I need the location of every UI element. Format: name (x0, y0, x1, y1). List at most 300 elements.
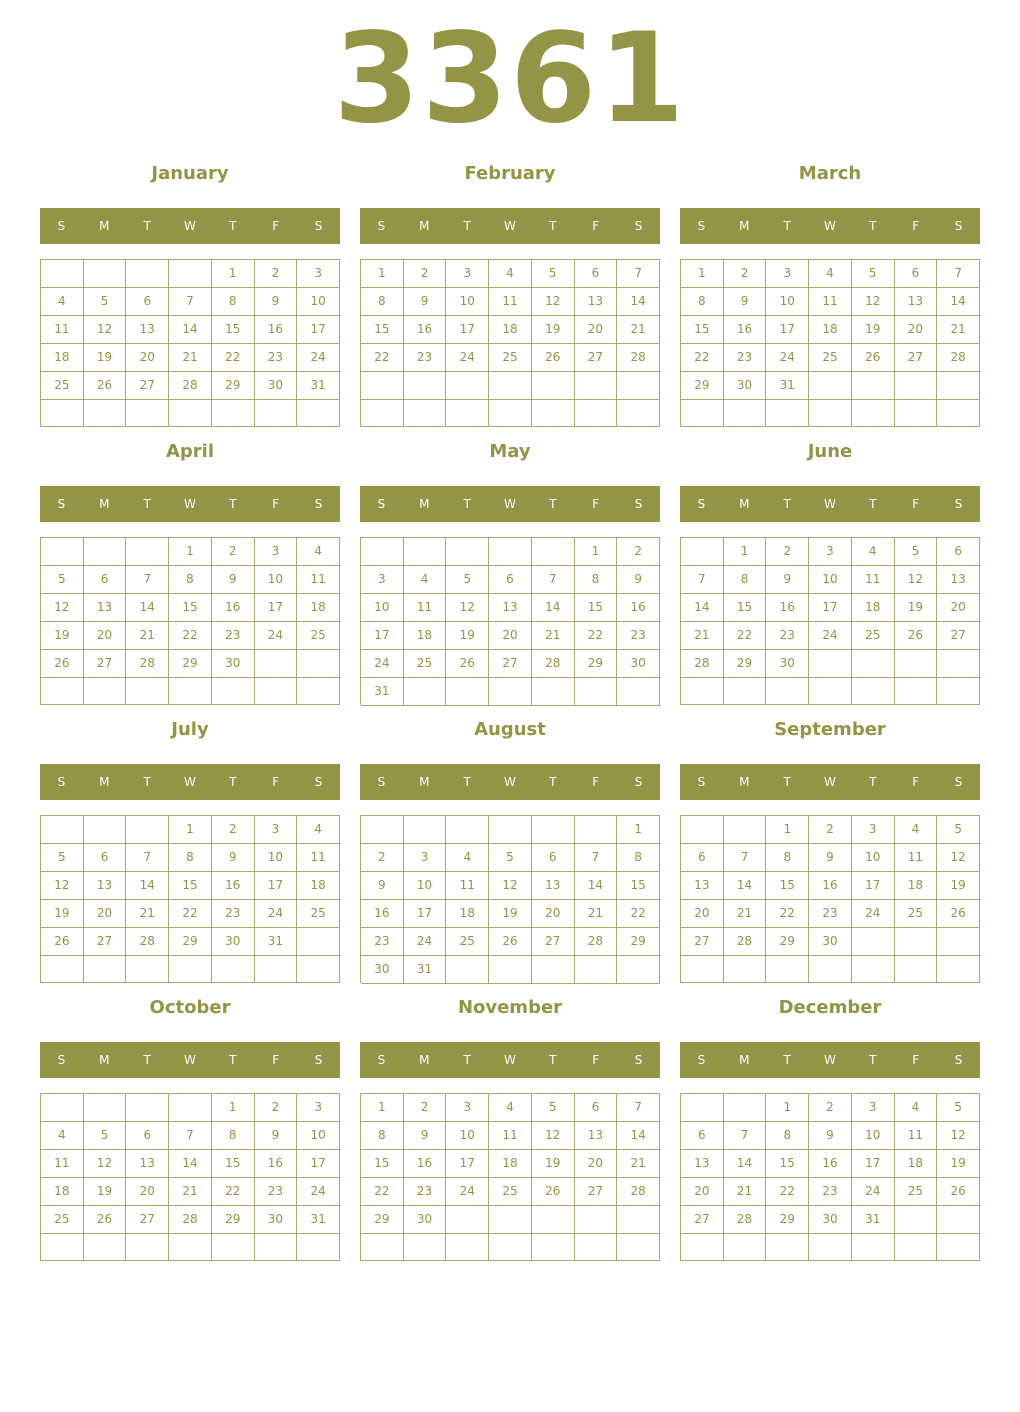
weekday-label: T (783, 497, 791, 511)
day-cell (84, 816, 127, 844)
day-cell: 14 (724, 872, 767, 900)
day-cell: 6 (575, 1094, 618, 1122)
day-cell: 25 (489, 344, 532, 372)
day-cell: 3 (255, 538, 298, 566)
day-cell: 10 (446, 288, 489, 316)
day-cell: 30 (255, 372, 298, 400)
weekday-header (360, 486, 660, 522)
day-cell (895, 956, 938, 983)
day-cell (361, 538, 404, 566)
day-cell (126, 956, 169, 983)
day-cell: 5 (532, 1094, 575, 1122)
day-cell: 2 (766, 538, 809, 566)
day-cell (255, 956, 298, 983)
day-cell: 11 (852, 566, 895, 594)
day-cell (895, 400, 938, 427)
weekday-label: S (377, 497, 386, 511)
day-cell (809, 400, 852, 427)
day-cell (617, 1234, 660, 1261)
day-cell (489, 538, 532, 566)
weekday-label: T (549, 1053, 557, 1067)
day-cell: 27 (489, 650, 532, 678)
day-cell: 7 (532, 566, 575, 594)
day-cell: 19 (446, 622, 489, 650)
day-cell: 6 (937, 538, 980, 566)
day-cell: 14 (169, 316, 212, 344)
day-cell: 30 (617, 650, 660, 678)
day-cell: 26 (532, 344, 575, 372)
weekday-header (680, 1042, 980, 1078)
day-cell: 26 (937, 1178, 980, 1206)
weekday-label: M (739, 219, 750, 233)
day-cell: 19 (532, 316, 575, 344)
weekday-label: S (954, 219, 963, 233)
day-cell (937, 1206, 980, 1234)
weekday-label: S (697, 219, 706, 233)
day-cell (212, 1234, 255, 1261)
day-grid (680, 1093, 980, 1261)
day-cell: 14 (575, 872, 618, 900)
day-cell: 24 (446, 1178, 489, 1206)
weekday-label: W (504, 1053, 516, 1067)
day-cell (809, 650, 852, 678)
day-cell: 9 (724, 288, 767, 316)
day-cell: 15 (361, 1150, 404, 1178)
day-cell: 20 (532, 900, 575, 928)
day-cell (724, 400, 767, 427)
day-cell: 9 (766, 566, 809, 594)
day-cell (575, 816, 618, 844)
day-cell: 9 (404, 1122, 447, 1150)
month-name: February (464, 163, 556, 184)
day-cell: 30 (766, 650, 809, 678)
day-cell: 22 (617, 900, 660, 928)
day-cell: 7 (617, 1094, 660, 1122)
day-cell: 11 (489, 1122, 532, 1150)
day-cell: 4 (489, 260, 532, 288)
day-cell: 7 (681, 566, 724, 594)
day-cell: 27 (84, 650, 127, 678)
day-cell (809, 956, 852, 983)
day-cell: 22 (212, 1178, 255, 1206)
day-cell (532, 956, 575, 984)
day-cell: 26 (84, 372, 127, 400)
weekday-label: F (592, 1053, 600, 1067)
day-cell: 9 (255, 1122, 298, 1150)
day-cell: 11 (895, 844, 938, 872)
weekday-label: T (463, 497, 471, 511)
day-cell (41, 816, 84, 844)
day-cell (489, 372, 532, 400)
weekday-label: T (143, 775, 151, 789)
day-cell: 13 (681, 1150, 724, 1178)
day-cell (126, 260, 169, 288)
day-cell: 9 (617, 566, 660, 594)
day-cell (895, 1234, 938, 1261)
month-october (40, 996, 340, 1266)
day-cell: 31 (361, 678, 404, 706)
day-cell: 25 (297, 622, 340, 650)
day-cell: 13 (532, 872, 575, 900)
day-cell: 18 (489, 1150, 532, 1178)
day-cell: 16 (617, 594, 660, 622)
day-grid (40, 815, 340, 983)
weekday-label: W (184, 775, 196, 789)
day-cell: 6 (575, 260, 618, 288)
day-cell: 20 (575, 316, 618, 344)
day-cell (404, 678, 447, 706)
day-cell (489, 400, 532, 428)
day-cell: 19 (852, 316, 895, 344)
day-cell (937, 650, 980, 678)
day-cell: 12 (84, 1150, 127, 1178)
day-cell: 17 (852, 872, 895, 900)
day-cell: 21 (532, 622, 575, 650)
month-august (360, 718, 660, 988)
day-cell: 14 (532, 594, 575, 622)
day-cell (681, 1094, 724, 1122)
day-cell: 14 (681, 594, 724, 622)
day-cell: 9 (255, 288, 298, 316)
day-cell (212, 400, 255, 427)
day-cell (169, 400, 212, 427)
day-cell: 12 (937, 844, 980, 872)
day-cell: 25 (895, 900, 938, 928)
day-cell: 7 (169, 288, 212, 316)
day-cell (84, 678, 127, 705)
day-cell: 16 (809, 872, 852, 900)
weekday-label: M (419, 775, 430, 789)
day-cell: 21 (126, 900, 169, 928)
weekday-label: T (463, 775, 471, 789)
weekday-label: T (783, 219, 791, 233)
month-name: June (807, 441, 853, 462)
day-cell: 23 (766, 622, 809, 650)
day-cell: 29 (169, 650, 212, 678)
day-grid (360, 1093, 660, 1261)
day-cell: 1 (169, 816, 212, 844)
day-cell: 7 (169, 1122, 212, 1150)
day-cell: 8 (724, 566, 767, 594)
day-cell (446, 1206, 489, 1234)
day-cell: 11 (404, 594, 447, 622)
day-cell: 1 (361, 260, 404, 288)
day-cell (126, 678, 169, 705)
day-cell: 21 (617, 1150, 660, 1178)
day-cell (169, 260, 212, 288)
weekday-label: S (57, 497, 66, 511)
day-cell: 12 (852, 288, 895, 316)
day-cell: 6 (489, 566, 532, 594)
day-cell: 19 (937, 1150, 980, 1178)
weekday-label: W (504, 497, 516, 511)
month-june (680, 440, 980, 710)
day-cell: 22 (169, 900, 212, 928)
day-cell (404, 538, 447, 566)
day-cell: 7 (575, 844, 618, 872)
day-cell (681, 956, 724, 983)
day-cell: 31 (255, 928, 298, 956)
day-cell: 17 (446, 1150, 489, 1178)
day-cell: 15 (575, 594, 618, 622)
day-cell (446, 372, 489, 400)
day-cell: 17 (809, 594, 852, 622)
day-cell: 28 (126, 650, 169, 678)
day-cell (41, 956, 84, 983)
day-cell: 15 (212, 1150, 255, 1178)
day-cell: 3 (404, 844, 447, 872)
day-cell: 25 (852, 622, 895, 650)
day-cell (809, 372, 852, 400)
day-cell: 10 (852, 844, 895, 872)
day-cell: 10 (255, 566, 298, 594)
day-cell: 25 (489, 1178, 532, 1206)
day-cell (532, 538, 575, 566)
day-cell: 20 (895, 316, 938, 344)
month-july (40, 718, 340, 988)
day-cell: 4 (404, 566, 447, 594)
day-cell: 12 (41, 872, 84, 900)
month-february (360, 162, 660, 432)
day-cell: 20 (126, 1178, 169, 1206)
day-cell: 15 (617, 872, 660, 900)
day-cell (169, 956, 212, 983)
day-cell: 14 (617, 288, 660, 316)
month-name: May (489, 441, 531, 462)
day-cell (126, 538, 169, 566)
weekday-label: T (549, 775, 557, 789)
day-cell (297, 400, 340, 427)
weekday-label: T (229, 775, 237, 789)
day-cell: 30 (724, 372, 767, 400)
day-cell: 2 (809, 816, 852, 844)
day-cell (41, 1234, 84, 1261)
day-cell: 16 (809, 1150, 852, 1178)
day-cell: 7 (126, 844, 169, 872)
weekday-label: T (869, 497, 877, 511)
day-grid (40, 1093, 340, 1261)
day-cell: 4 (41, 1122, 84, 1150)
day-cell: 2 (255, 1094, 298, 1122)
day-cell (361, 400, 404, 428)
day-cell: 20 (84, 622, 127, 650)
day-cell (446, 1234, 489, 1261)
day-cell: 12 (895, 566, 938, 594)
day-cell: 6 (126, 1122, 169, 1150)
day-cell (575, 956, 618, 984)
weekday-label: M (739, 497, 750, 511)
day-cell: 17 (361, 622, 404, 650)
day-cell: 2 (724, 260, 767, 288)
day-cell: 5 (937, 1094, 980, 1122)
day-cell (937, 372, 980, 400)
day-cell: 2 (809, 1094, 852, 1122)
day-cell (126, 1234, 169, 1261)
day-cell: 28 (126, 928, 169, 956)
day-cell: 10 (404, 872, 447, 900)
weekday-label: W (184, 497, 196, 511)
weekday-label: M (99, 775, 110, 789)
day-cell: 25 (41, 372, 84, 400)
day-cell: 20 (681, 900, 724, 928)
day-cell: 11 (41, 1150, 84, 1178)
day-grid (360, 259, 660, 427)
weekday-label: T (229, 497, 237, 511)
day-cell: 24 (297, 344, 340, 372)
weekday-label: S (697, 497, 706, 511)
day-cell: 10 (766, 288, 809, 316)
weekday-label: S (57, 775, 66, 789)
weekday-header (680, 486, 980, 522)
day-cell (937, 400, 980, 427)
day-cell: 15 (724, 594, 767, 622)
day-cell: 15 (361, 316, 404, 344)
day-cell: 4 (895, 816, 938, 844)
day-cell: 23 (724, 344, 767, 372)
day-cell (937, 928, 980, 956)
day-cell (212, 956, 255, 983)
day-cell: 14 (126, 594, 169, 622)
day-cell (852, 956, 895, 983)
day-cell: 19 (84, 1178, 127, 1206)
day-cell: 21 (681, 622, 724, 650)
day-cell (532, 678, 575, 706)
day-cell (489, 1206, 532, 1234)
day-cell: 7 (724, 844, 767, 872)
day-cell: 21 (126, 622, 169, 650)
day-cell: 22 (212, 344, 255, 372)
day-cell: 18 (895, 1150, 938, 1178)
day-cell: 29 (681, 372, 724, 400)
day-cell: 5 (446, 566, 489, 594)
day-cell: 23 (212, 622, 255, 650)
day-cell: 5 (84, 288, 127, 316)
weekday-label: W (184, 219, 196, 233)
day-cell: 2 (404, 1094, 447, 1122)
day-cell (937, 1234, 980, 1261)
weekday-label: W (824, 219, 836, 233)
day-cell: 13 (937, 566, 980, 594)
day-cell: 16 (404, 1150, 447, 1178)
weekday-label: F (592, 219, 600, 233)
weekday-label: S (377, 1053, 386, 1067)
weekday-header (40, 208, 340, 244)
day-cell: 22 (681, 344, 724, 372)
day-cell: 22 (766, 900, 809, 928)
day-cell: 17 (766, 316, 809, 344)
weekday-header (40, 764, 340, 800)
day-cell: 16 (212, 594, 255, 622)
day-cell: 1 (766, 816, 809, 844)
day-cell: 29 (212, 1206, 255, 1234)
weekday-label: F (592, 497, 600, 511)
weekday-header (40, 486, 340, 522)
day-cell (84, 538, 127, 566)
day-cell: 11 (297, 566, 340, 594)
day-cell: 21 (617, 316, 660, 344)
weekday-label: S (377, 219, 386, 233)
day-cell: 5 (895, 538, 938, 566)
weekday-label: S (314, 775, 323, 789)
day-cell: 9 (212, 566, 255, 594)
day-cell (575, 678, 618, 706)
day-cell: 13 (895, 288, 938, 316)
day-cell (852, 928, 895, 956)
day-cell: 14 (937, 288, 980, 316)
day-cell: 3 (809, 538, 852, 566)
weekday-label: T (869, 775, 877, 789)
day-cell: 13 (681, 872, 724, 900)
weekday-label: W (824, 775, 836, 789)
day-cell: 25 (404, 650, 447, 678)
day-cell: 23 (255, 1178, 298, 1206)
day-cell (126, 1094, 169, 1122)
weekday-label: S (314, 219, 323, 233)
day-cell (575, 1206, 618, 1234)
day-cell: 4 (41, 288, 84, 316)
day-cell: 28 (724, 928, 767, 956)
day-cell: 3 (297, 260, 340, 288)
day-cell: 25 (446, 928, 489, 956)
day-cell: 2 (617, 538, 660, 566)
day-cell (41, 260, 84, 288)
day-cell (532, 400, 575, 428)
day-cell: 26 (895, 622, 938, 650)
day-cell: 27 (532, 928, 575, 956)
day-cell (895, 650, 938, 678)
day-cell: 3 (446, 260, 489, 288)
month-september (680, 718, 980, 988)
day-grid (40, 259, 340, 427)
weekday-label: T (463, 1053, 471, 1067)
day-cell: 16 (255, 316, 298, 344)
day-cell (532, 1234, 575, 1261)
day-cell: 28 (169, 372, 212, 400)
day-cell: 22 (766, 1178, 809, 1206)
day-cell: 1 (361, 1094, 404, 1122)
day-cell: 3 (446, 1094, 489, 1122)
day-cell: 11 (41, 316, 84, 344)
day-cell (255, 678, 298, 705)
day-cell: 20 (126, 344, 169, 372)
day-cell: 16 (361, 900, 404, 928)
weekday-label: M (419, 219, 430, 233)
day-cell: 4 (852, 538, 895, 566)
weekday-label: W (824, 497, 836, 511)
day-cell: 28 (169, 1206, 212, 1234)
weekday-label: T (463, 219, 471, 233)
day-cell: 26 (852, 344, 895, 372)
weekday-label: F (272, 1053, 280, 1067)
day-cell: 2 (212, 816, 255, 844)
day-cell (681, 1234, 724, 1261)
day-cell: 13 (489, 594, 532, 622)
day-cell: 25 (297, 900, 340, 928)
day-cell (895, 678, 938, 705)
day-cell: 8 (617, 844, 660, 872)
day-cell: 16 (766, 594, 809, 622)
day-cell: 31 (852, 1206, 895, 1234)
day-cell: 20 (489, 622, 532, 650)
day-cell (446, 956, 489, 984)
weekday-header (680, 208, 980, 244)
day-cell: 8 (766, 1122, 809, 1150)
day-cell: 29 (361, 1206, 404, 1234)
day-cell (255, 650, 298, 678)
day-cell: 3 (852, 1094, 895, 1122)
weekday-label: M (739, 775, 750, 789)
day-cell: 3 (297, 1094, 340, 1122)
